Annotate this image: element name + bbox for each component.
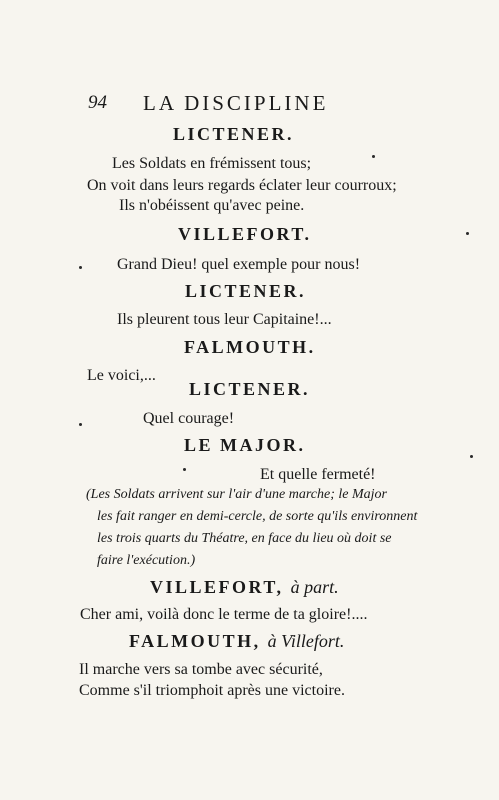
ink-speck <box>372 155 375 158</box>
verse-line: Quel courage! <box>143 410 235 427</box>
verse-line: Il marche vers sa tombe avec sécurité, <box>79 661 323 678</box>
verse-line: Les Soldats en frémissent tous; <box>112 155 312 172</box>
speaker-villefort-1: VILLEFORT. <box>178 224 312 244</box>
stage-direction-line: les fait ranger en demi-cercle, de sorte qu'ils environnent <box>97 509 418 524</box>
ink-speck <box>470 455 473 458</box>
verse-line: Et quelle fermeté! <box>260 466 376 483</box>
speaker-lictener-3: LICTENER. <box>189 379 311 399</box>
speaker-le-major: LE MAJOR. <box>184 435 306 455</box>
speaker-name: FALMOUTH, <box>129 631 261 651</box>
stage-direction-line: faire l'exécution.) <box>97 553 196 568</box>
speaker-falmouth-aside <box>129 631 344 652</box>
verse-line: On voit dans leurs regards éclater leur courroux; <box>87 177 397 194</box>
speaker-lictener-1: LICTENER. <box>173 124 295 144</box>
ink-speck <box>79 423 82 426</box>
stage-direction-line: (Les Soldats arrivent sur l'air d'une marche; le Major <box>86 487 387 502</box>
verse-line: Ils pleurent tous leur Capitaine!... <box>117 311 332 328</box>
ink-speck <box>466 232 469 235</box>
stage-aside: à part. <box>290 577 339 597</box>
verse-line: Le voici,... <box>87 367 156 384</box>
verse-line: Grand Dieu! quel exemple pour nous! <box>117 256 361 273</box>
verse-line: Cher ami, voilà donc le terme de ta gloire!.... <box>80 606 368 623</box>
stage-direction-line: les trois quarts du Théatre, en face du lieu où doit se <box>97 531 392 546</box>
ink-speck <box>79 266 82 269</box>
stage-aside: à Villefort. <box>267 631 345 651</box>
verse-line: Ils n'obéissent qu'avec peine. <box>119 197 305 214</box>
running-title: LA DISCIPLINE <box>143 91 329 115</box>
page-number: 94 <box>88 92 107 113</box>
speaker-falmouth-1: FALMOUTH. <box>184 337 316 357</box>
speaker-lictener-2: LICTENER. <box>185 281 307 301</box>
verse-line: Comme s'il triomphoit après une victoire. <box>79 682 345 699</box>
ink-speck <box>183 468 186 471</box>
speaker-name: VILLEFORT, <box>150 577 284 597</box>
speaker-villefort-aside <box>150 577 339 598</box>
